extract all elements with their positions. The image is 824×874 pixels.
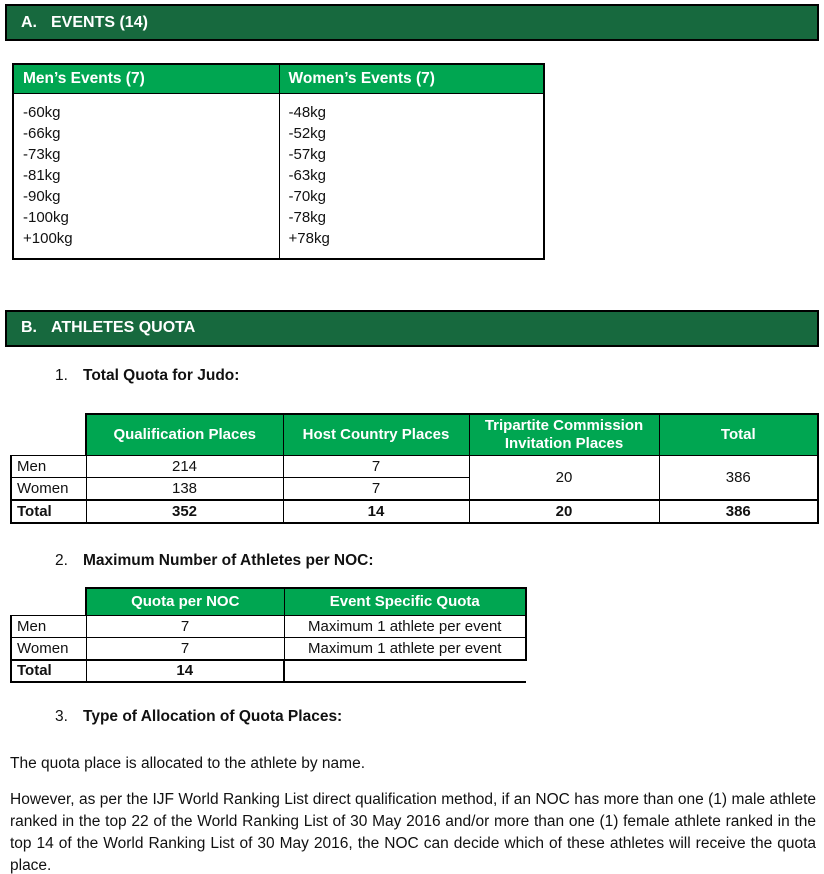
noc-women-row bbox=[11, 638, 526, 660]
quota-header-row bbox=[11, 414, 818, 456]
heading-title: Type of Allocation of Quota Places: bbox=[83, 707, 343, 725]
empty-corner-cell bbox=[11, 588, 86, 616]
row-label-total: Total bbox=[11, 500, 86, 523]
women-quota-per-noc: 7 bbox=[86, 638, 284, 660]
women-event-specific-quota: Maximum 1 athlete per event bbox=[284, 638, 526, 660]
quota-men-row bbox=[11, 456, 818, 478]
noc-header-row bbox=[11, 588, 526, 616]
mens-weight-class: -90kg bbox=[23, 187, 61, 205]
total-quota-per-noc: 14 bbox=[86, 660, 284, 682]
womens-weight-class: -52kg bbox=[288, 124, 327, 142]
women-qualification-places: 138 bbox=[86, 478, 283, 500]
mens-events-list bbox=[13, 93, 279, 259]
heading-number: 2. bbox=[55, 551, 68, 569]
noc-quota-table bbox=[10, 587, 527, 683]
noc-total-row bbox=[11, 660, 526, 682]
section-a-bar bbox=[5, 4, 819, 41]
section-a-letter: A. bbox=[21, 13, 37, 31]
total-overall: 386 bbox=[659, 500, 818, 523]
ranking-rule-paragraph: However, as per the IJF World Ranking List direct qualification method, if an NOC has more than one (1) male athlete ranked in the top 22 of the World Ranking List of 30 May 2016 and/or more than one (1) female athlete ranked in the top 14 of the World Ranking List of 30 May 2016, the NOC can decide which of these athletes will receive the quota place. bbox=[10, 790, 816, 874]
total-quota-table bbox=[10, 413, 819, 524]
noc-men-row bbox=[11, 616, 526, 638]
womens-events-header: Women’s Events (7) bbox=[279, 64, 544, 93]
womens-weight-class: -57kg bbox=[288, 145, 327, 163]
events-header-row bbox=[13, 64, 544, 93]
host-country-places-header: Host Country Places bbox=[283, 414, 469, 456]
section-b-title: ATHLETES QUOTA bbox=[51, 319, 196, 336]
row-label-women: Women bbox=[11, 478, 86, 500]
womens-weight-class: -63kg bbox=[288, 166, 327, 184]
total-host-places: 14 bbox=[283, 500, 469, 523]
total-qualification-places: 352 bbox=[86, 500, 283, 523]
womens-events-list bbox=[279, 93, 544, 259]
heading-number: 1. bbox=[55, 366, 68, 384]
row-label-women: Women bbox=[11, 638, 86, 660]
quota-total-row bbox=[11, 500, 818, 523]
section-b-letter: B. bbox=[21, 319, 37, 336]
heading-allocation-type bbox=[0, 708, 824, 726]
womens-weight-class: +78kg bbox=[288, 229, 330, 247]
quota-per-noc-header: Quota per NOC bbox=[86, 588, 284, 616]
mens-weight-class: +100kg bbox=[23, 229, 73, 247]
row-label-men: Men bbox=[11, 616, 86, 638]
events-body-row bbox=[13, 93, 544, 259]
section-a-title: EVENTS (14) bbox=[51, 13, 148, 31]
empty-cell bbox=[284, 660, 526, 682]
allocation-paragraph: The quota place is allocated to the athlete by name. bbox=[10, 754, 366, 772]
womens-weight-class: -78kg bbox=[288, 208, 327, 226]
heading-max-athletes bbox=[0, 552, 824, 570]
men-qualification-places: 214 bbox=[86, 456, 283, 478]
tripartite-places-merged: 20 bbox=[469, 456, 659, 500]
mens-events-header: Men’s Events (7) bbox=[13, 64, 279, 93]
total-places-merged: 386 bbox=[659, 456, 818, 500]
heading-total-quota bbox=[0, 367, 824, 385]
event-specific-quota-header: Event Specific Quota bbox=[284, 588, 526, 616]
row-label-total: Total bbox=[11, 660, 86, 682]
empty-corner-cell bbox=[11, 414, 86, 456]
total-tripartite-places: 20 bbox=[469, 500, 659, 523]
women-host-places: 7 bbox=[283, 478, 469, 500]
row-label-men: Men bbox=[11, 456, 86, 478]
mens-weight-class: -81kg bbox=[23, 166, 61, 184]
heading-title: Maximum Number of Athletes per NOC: bbox=[83, 551, 374, 569]
men-event-specific-quota: Maximum 1 athlete per event bbox=[284, 616, 526, 638]
men-quota-per-noc: 7 bbox=[86, 616, 284, 638]
events-table bbox=[12, 63, 545, 260]
heading-title: Total Quota for Judo: bbox=[83, 366, 240, 384]
men-host-places: 7 bbox=[283, 456, 469, 478]
tripartite-header: Tripartite Commission Invitation Places bbox=[469, 414, 659, 456]
mens-weight-class: -100kg bbox=[23, 208, 69, 226]
mens-weight-class: -73kg bbox=[23, 145, 61, 163]
heading-number: 3. bbox=[55, 707, 68, 725]
qualification-places-header: Qualification Places bbox=[86, 414, 283, 456]
womens-weight-class: -70kg bbox=[288, 187, 327, 205]
mens-weight-class: -66kg bbox=[23, 124, 61, 142]
mens-weight-class: -60kg bbox=[23, 103, 61, 121]
section-b-bar bbox=[5, 310, 819, 347]
total-header: Total bbox=[659, 414, 818, 456]
womens-weight-class: -48kg bbox=[288, 103, 327, 121]
